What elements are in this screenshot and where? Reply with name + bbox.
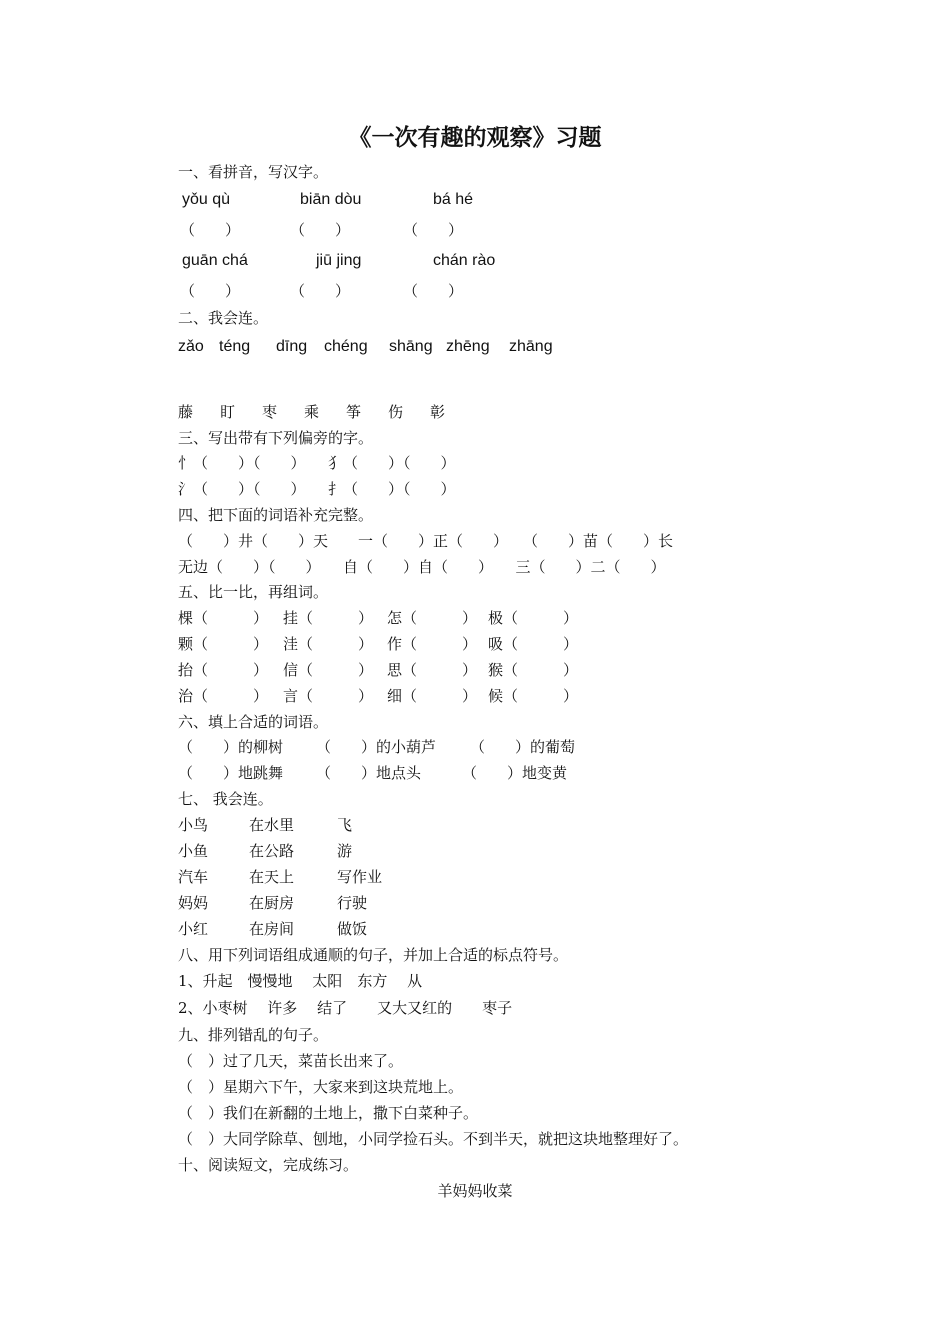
compare-item: 候（ ） [488, 687, 579, 705]
match-action: 游 [337, 842, 353, 860]
answer-blank[interactable]: （ ） [180, 282, 241, 300]
compare-item: 言（ ） [283, 687, 374, 705]
compare-item: 抬（ ） [178, 661, 269, 679]
pinyin-item: téng [219, 338, 251, 355]
section-4-heading: 四、把下面的词语补充完整。 [178, 506, 374, 524]
char-item: 乘 [304, 403, 320, 421]
section-7-heading: 七、 我会连。 [178, 790, 273, 808]
page-title: 《一次有趣的观察》习题 [348, 124, 602, 151]
match-action: 行驶 [337, 894, 368, 912]
section-6-heading: 六、填上合适的词语。 [178, 713, 329, 731]
match-action: 飞 [337, 816, 353, 834]
order-item: （ ）我们在新翻的土地上，撒下白菜种子。 [178, 1104, 479, 1122]
compare-item: 洼（ ） [283, 635, 374, 653]
idiom-row: （ ）井（ ）天 一（ ）正（ ） （ ）苗（ ）长 [178, 532, 674, 550]
sentence-question-2: 2、小枣树 许多 结了 又大又红的 枣子 [178, 999, 513, 1017]
compare-item: 棵（ ） [178, 609, 269, 627]
section-5-heading: 五、比一比，再组词。 [178, 583, 329, 601]
section-8-heading: 八、用下列词语组成通顺的句子，并加上合适的标点符号。 [178, 946, 569, 964]
section-1-heading: 一、看拼音，写汉字。 [178, 163, 329, 181]
compare-item: 怎（ ） [387, 609, 478, 627]
pinyin-chanrao: chán rào [433, 252, 496, 269]
answer-blank[interactable]: （ ） [403, 282, 464, 300]
compare-item: 治（ ） [178, 687, 269, 705]
match-place: 在天上 [249, 868, 295, 886]
pinyin-item: chéng [324, 338, 368, 355]
fill-word: （ ）地变黄 [462, 764, 568, 782]
char-item: 筝 [346, 403, 362, 421]
compare-item: 极（ ） [488, 609, 579, 627]
match-place: 在水里 [249, 816, 295, 834]
match-subject: 汽车 [178, 868, 209, 886]
compare-item: 信（ ） [283, 661, 374, 679]
match-place: 在厨房 [249, 894, 295, 912]
pinyin-youqu: yǒu qù [182, 191, 231, 208]
fill-word: （ ）地跳舞 [178, 764, 284, 782]
compare-item: 颗（ ） [178, 635, 269, 653]
pinyin-jiujing: jiū jing [316, 252, 362, 269]
section-10-heading: 十、阅读短文，完成练习。 [178, 1156, 359, 1174]
pinyin-item: dīng [276, 338, 308, 355]
match-subject: 小红 [178, 920, 209, 938]
sentence-question-1: 1、升起 慢慢地 太阳 东方 从 [178, 972, 423, 990]
pinyin-item: zǎo [178, 338, 204, 355]
answer-blank[interactable]: （ ） [180, 221, 241, 239]
char-item: 伤 [388, 403, 404, 421]
answer-blank[interactable]: （ ） [290, 221, 351, 239]
pinyin-guancha: guān chá [182, 252, 248, 269]
order-item: （ ）过了几天，菜苗长出来了。 [178, 1052, 404, 1070]
char-item: 藤 [178, 403, 194, 421]
pinyin-biandou: biān dòu [300, 191, 362, 208]
pinyin-item: shāng [389, 338, 433, 355]
match-place: 在公路 [249, 842, 295, 860]
char-item: 盯 [220, 403, 236, 421]
section-3-heading: 三、写出带有下列偏旁的字。 [178, 429, 374, 447]
compare-item: 挂（ ） [283, 609, 374, 627]
fill-word: （ ）的小葫芦 [316, 738, 437, 756]
section-2-heading: 二、我会连。 [178, 309, 269, 327]
fill-word: （ ）的柳树 [178, 738, 284, 756]
match-action: 做饭 [337, 920, 368, 938]
radical-row: 忄（ ）（ ） 犭（ ）（ ） [178, 454, 456, 472]
match-subject: 妈妈 [178, 894, 209, 912]
order-item: （ ）大同学除草、刨地，小同学捡石头。不到半天，就把这块地整理好了。 [178, 1130, 689, 1148]
char-item: 彰 [430, 403, 446, 421]
compare-item: 作（ ） [387, 635, 478, 653]
match-action: 写作业 [337, 868, 383, 886]
compare-item: 思（ ） [387, 661, 478, 679]
compare-item: 猴（ ） [488, 661, 579, 679]
pinyin-item: zhēng [446, 338, 490, 355]
match-subject: 小鸟 [178, 816, 209, 834]
pinyin-item: zhāng [509, 338, 553, 355]
answer-blank[interactable]: （ ） [403, 221, 464, 239]
pinyin-bahe: bá hé [433, 191, 474, 208]
compare-item: 细（ ） [387, 687, 478, 705]
fill-word: （ ）的葡萄 [470, 738, 576, 756]
answer-blank[interactable]: （ ） [290, 282, 351, 300]
match-subject: 小鱼 [178, 842, 209, 860]
idiom-row: 无边（ ）（ ） 自（ ）自（ ） 三（ ）二（ ） [178, 558, 666, 576]
char-item: 枣 [262, 403, 278, 421]
match-place: 在房间 [249, 920, 295, 938]
section-9-heading: 九、排列错乱的句子。 [178, 1026, 329, 1044]
radical-row: 氵（ ）（ ） 扌（ ）（ ） [178, 480, 456, 498]
fill-word: （ ）地点头 [316, 764, 422, 782]
story-title: 羊妈妈收菜 [437, 1182, 513, 1200]
order-item: （ ）星期六下午，大家来到这块荒地上。 [178, 1078, 464, 1096]
compare-item: 吸（ ） [488, 635, 579, 653]
